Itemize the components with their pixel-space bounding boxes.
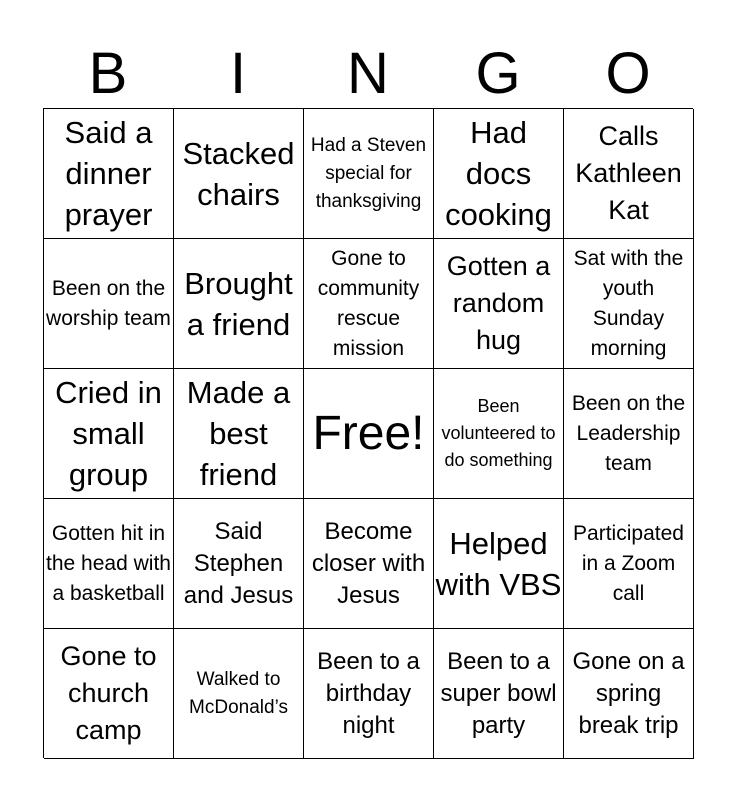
bingo-cell-text: Walked to McDonald’s <box>189 668 288 718</box>
bingo-cell-text: Free! <box>312 406 425 460</box>
bingo-cell-b3[interactable] <box>44 369 174 499</box>
bingo-card-grid <box>43 108 693 758</box>
bingo-cell-g3[interactable] <box>434 369 564 499</box>
bingo-cell-n1[interactable] <box>304 109 434 239</box>
bingo-cell-text: Said Stephen and Jesus <box>183 517 294 609</box>
bingo-cell-i5[interactable] <box>174 629 304 759</box>
bingo-cell-text: Been on the worship team <box>46 276 171 330</box>
bingo-cell-o1[interactable] <box>564 109 694 239</box>
bingo-cell-text: Had docs cooking <box>445 115 552 232</box>
bingo-cell-text: Said a dinner prayer <box>64 115 153 232</box>
bingo-cell-text: Become closer with Jesus <box>311 517 426 609</box>
bingo-cell-n4[interactable] <box>304 499 434 629</box>
bingo-cell-text: Been on the Leadership team <box>571 391 686 475</box>
bingo-cell-b4[interactable] <box>44 499 174 629</box>
bingo-cell-i2[interactable] <box>174 239 304 369</box>
bingo-cell-text: Been to a birthday night <box>317 647 420 739</box>
bingo-cell-text: Been volunteered to do something <box>441 396 556 470</box>
header-letter-i: I <box>229 41 247 106</box>
bingo-cell-o3[interactable] <box>564 369 694 499</box>
bingo-cell-text: Gone on a spring break trip <box>572 647 685 739</box>
bingo-cell-g1[interactable] <box>434 109 564 239</box>
bingo-cell-g4[interactable] <box>434 499 564 629</box>
bingo-cell-n5[interactable] <box>304 629 434 759</box>
header-letter-o: O <box>605 41 651 106</box>
bingo-cell-i4[interactable] <box>174 499 304 629</box>
bingo-cell-text: Been to a super bowl party <box>440 647 557 739</box>
bingo-cell-text: Gone to community rescue mission <box>317 246 420 360</box>
header-letter-b: B <box>88 41 128 106</box>
bingo-cell-i3[interactable] <box>174 369 304 499</box>
bingo-cell-text: Made a best friend <box>186 375 291 492</box>
bingo-cell-g5[interactable] <box>434 629 564 759</box>
bingo-header <box>43 40 693 108</box>
header-letter-g: G <box>475 41 521 106</box>
bingo-cell-text: Had a Steven special for thanksgiving <box>310 134 427 212</box>
bingo-cell-text: Gotten hit in the head with a basketball <box>46 521 171 605</box>
bingo-cell-b2[interactable] <box>44 239 174 369</box>
bingo-cell-text: Calls Kathleen Kat <box>575 121 682 225</box>
bingo-cell-g2[interactable] <box>434 239 564 369</box>
bingo-cell-text: Participated in a Zoom call <box>573 521 684 605</box>
bingo-cell-o5[interactable] <box>564 629 694 759</box>
bingo-cell-free-space[interactable] <box>304 369 434 499</box>
bingo-cell-text: Brought a friend <box>184 265 293 342</box>
bingo-cell-text: Gone to church camp <box>60 641 157 745</box>
bingo-cell-text: Gotten a random hug <box>446 251 551 355</box>
bingo-cell-text: Stacked chairs <box>182 135 295 212</box>
bingo-cell-b1[interactable] <box>44 109 174 239</box>
bingo-cell-b5[interactable] <box>44 629 174 759</box>
header-letter-n: N <box>347 41 389 106</box>
bingo-cell-text: Helped with VBS <box>435 525 562 602</box>
bingo-cell-n2[interactable] <box>304 239 434 369</box>
bingo-cell-text: Cried in small group <box>55 375 162 492</box>
bingo-cell-o2[interactable] <box>564 239 694 369</box>
bingo-cell-i1[interactable] <box>174 109 304 239</box>
bingo-cell-o4[interactable] <box>564 499 694 629</box>
bingo-cell-text: Sat with the youth Sunday morning <box>573 246 684 360</box>
